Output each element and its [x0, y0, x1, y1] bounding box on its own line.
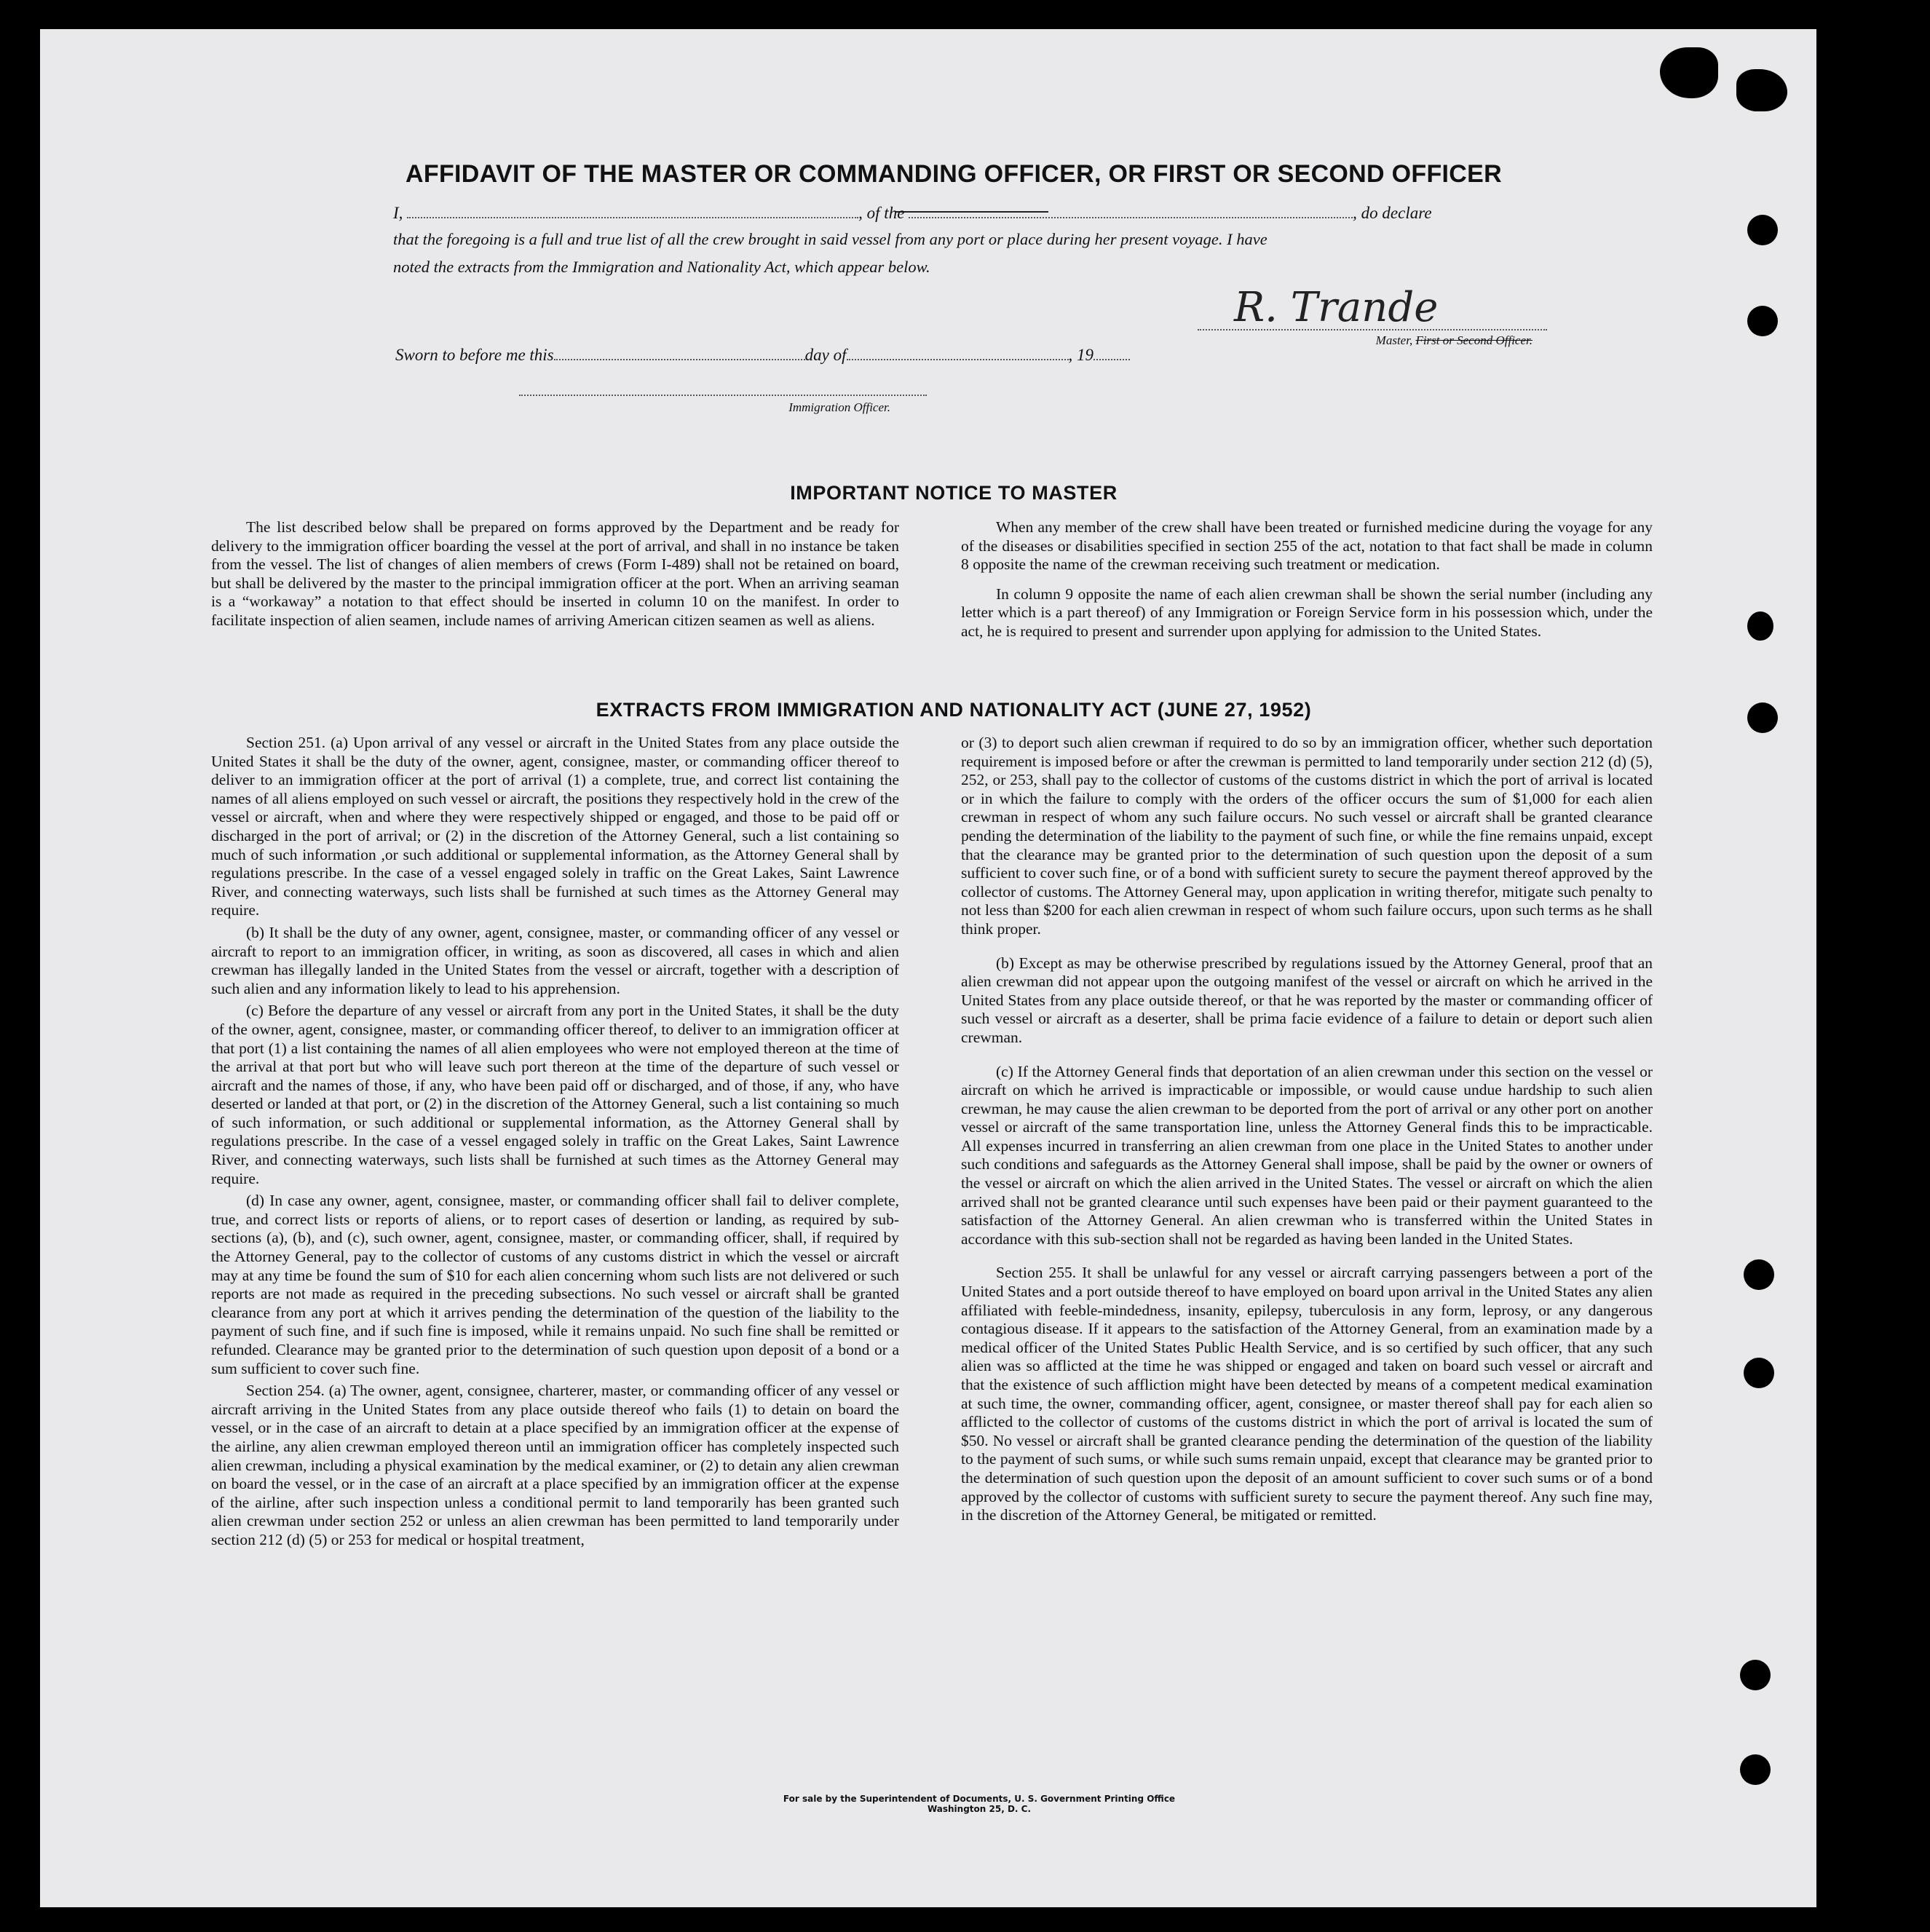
declaration-i: I, — [393, 204, 403, 222]
punch-hole — [1747, 702, 1778, 733]
sworn-month-field[interactable] — [847, 358, 1069, 360]
printing-office-footer — [40, 1794, 1918, 1814]
section-254-a: Section 254. (a) The owner, agent, consignee, charterer, master, or commanding officer of any vessel or aircraft arriving in the United States from any place outside thereof who fails (1) to detain on board the vessel, or in the case of an aircraft to detain at a place specified by an immigration officer at the expense of the airline, any alien crewman employed thereon until an immigration officer has completely inspected such alien crewman, including a physical examination by the medical examiner, or (2) to detain any alien crewman on board the vessel, or in the case of an aircraft at a place specified by an immigration officer at the expense of the airline, after such inspection unless a conditional permit to land temporarily has been granted such alien crewman under section 252 or unless an alien crewman has been permitted to land temporarily under section 212 (d) (5) or 253 for medical or hospital treatment, — [211, 1382, 899, 1548]
punch-hole — [1747, 306, 1778, 336]
notice-right-column — [961, 518, 1653, 645]
punch-hole — [1740, 1660, 1771, 1690]
sworn-year-field[interactable] — [1093, 358, 1130, 360]
section-254-c: (c) If the Attorney General finds that deportation of an alien crewman under this section on the vessel or aircraft on which he arrived is impracticable or impossible, or would cause undue hardship to such alien crewman, he may cause the alien crewman to be deported from the port of arrival or any other port on another vessel or aircraft of the same transportation line, unless the Attorney General finds this to be impracticable. All expenses incurred in transferring an alien crewman from one place in the United States to another under such conditions and safeguards as the Attorney General shall impose, shall be paid by the owner or owners of the vessel or aircraft on which the alien arrived in the United States. The vessel or aircraft on which the alien arrived shall not be granted clearance until such expenses have been paid or their payment guaranteed to the satisfaction of the Attorney General. An alien crewman who is transferred within the United States in accordance with this sub-section shall not be regarded as having been landed in the United States. — [961, 1062, 1653, 1248]
section-251-b: (b) It shall be the duty of any owner, agent, consignee, master, or commanding officer of any vessel or aircraft to report to an immigration officer, in writing, as soon as discovered, all cases in which and alien crewman has illegally landed in the United States from the vessel or aircraft, together with a description of such alien and any information likely to lead to his apprehension. — [211, 923, 899, 997]
vessel-field[interactable] — [909, 216, 1353, 218]
extracts-right-column — [961, 734, 1653, 1529]
notice-left-paragraph: The list described below shall be prepared on forms approved by the Department and be ready for delivery to the immigration officer boarding the vessel at the port of arrival, and shall in no instance be taken from the vessel. The list of changes of alien members of crews (Form I-489) shall not be retained on board, but shall be delivered by the master to the principal immigration officer at the port. When an arriving seaman is a “workaway” a notation to that effect should be inserted in column 10 on the manifest. In order to facilitate inspection of alien seamen, include names of arriving American citizen seamen as well as aliens. — [211, 518, 899, 629]
signer-title: Master, First or Second Officer. — [1375, 333, 1532, 347]
torn-corner-hole — [1736, 69, 1787, 111]
section-254-b: (b) Except as may be otherwise prescribed by regulations issued by the Attorney General, proof that an alien crewman did not appear upon the outgoing manifest of the vessel or aircraft on which he arrived in the United States from any place outside thereof, or that he was reported by the master or commanding officer of such vessel or aircraft as a deserter, shall be prima facie evidence of a failure to detain or deport such alien crewman. — [961, 954, 1653, 1046]
section-251-c: (c) Before the departure of any vessel or aircraft from any port in the United States, it shall be the duty of the owner, agent, consignee, master, or commanding officer thereof, to deliver to an immigration officer at that port (1) a list containing the names of all alien employees who were not employed thereon at the time of the arrival at that port but who will leave such port thereon at the time of the departure of such vessel or aircraft and the names of those, if any, who have been paid off or discharged, and of those, if any, who have deserted or landed at that port, or (2) in the discretion of the Attorney General, such a list containing so much of such information, or such additional or supplemental information, as the Attorney General shall by regulations prescribe. In the case of a vessel engaged solely in traffic on the Great Lakes, Saint Lawrence River, and connecting waterways, such lists shall be furnished at such times as the Attorney General may require. — [211, 1002, 899, 1187]
sworn-line — [395, 346, 1269, 365]
declaration-do-declare: , do declare — [1353, 204, 1432, 222]
extracts-left-column — [211, 734, 899, 1553]
footer-line-2: Washington 25, D. C. — [927, 1804, 1032, 1814]
notice-right-paragraph-2: In column 9 opposite the name of each alien crewman shall be shown the serial number (including any letter which is a part thereof) of any Immigration or Foreign Service form in his possession which, under the act, he is required to present and surrender upon applying for admission to the United States. — [961, 585, 1653, 640]
declaration-block — [393, 204, 1551, 285]
signature-area — [1198, 284, 1547, 348]
affidavit-title: AFFIDAVIT OF THE MASTER OR COMMANDING OFFICER, OR FIRST OR SECOND OFFICER — [406, 160, 1502, 188]
declaration-line-2: that the foregoing is a full and true list of all the crew brought in said vessel from any port or place during her present voyage. I have — [393, 230, 1267, 248]
name-field[interactable] — [407, 216, 858, 218]
sworn-text: Sworn to before me this — [395, 346, 554, 364]
notice-right-paragraph-1: When any member of the crew shall have been treated or furnished medicine during the voyage for any of the diseases or disabilities specified in section 255 of the act, notation to that fact shall be made in column 8 opposite the name of the crewman receiving such treatment or medication. — [961, 518, 1653, 574]
section-255: Section 255. It shall be unlawful for any vessel or aircraft carrying passengers between a port of the United States and a port outside thereof to have employed on board upon arrival in the United States any alien affiliated with feeble-mindedness, insanity, epilepsy, tuberculosis in any form, leprosy, or any dangerous contagious disease. If it appears to the satisfaction of the Attorney General, from an examination made by a medical officer of the United States Public Health Service, and is so certified by such officer, that any such alien was so afflicted at the time he was shipped or engaged and taken on board such vessel or aircraft and that the existence of such affliction might have been detected by means of a competent medical examination at such time, the owner, commanding officer, agent, consignee, or master thereof shall pay for each alien so afflicted to the collector of customs of the customs district in which the port of arrival is located the sum of $50. No vessel or aircraft shall be granted clearance pending the determination of the question of the liability to the payment of such sums, or while such sums remain unpaid, except that clearance may be granted prior to the determination of such question upon the deposit of an amount sufficient to cover such sums or of a bond approved by the collector of customs with sufficient surety to secure the payment thereof. Any such fine may, in the discretion of the Attorney General, be mitigated or remitted. — [961, 1264, 1653, 1524]
punch-hole — [1747, 611, 1773, 641]
torn-corner-hole — [1660, 47, 1718, 98]
officer-signature-area — [519, 393, 927, 415]
extracts-heading: EXTRACTS FROM IMMIGRATION AND NATIONALITY ACT (JUNE 27, 1952) — [596, 699, 1312, 721]
year-text: , 19 — [1068, 346, 1093, 364]
notice-left-column — [211, 518, 899, 634]
notice-heading: IMPORTANT NOTICE TO MASTER — [790, 482, 1118, 504]
punch-hole — [1740, 1754, 1771, 1785]
form-page — [40, 29, 1816, 1907]
punch-hole — [1744, 1259, 1774, 1290]
section-251-d: (d) In case any owner, agent, consignee, master, or commanding officer shall fail to deliver complete, true, and correct lists or reports of aliens, or to report cases of desertion or landing, as required by sub-sections (a), (b), and (c), such owner, agent, consignee, master, or commanding officer, shall, if required by the Attorney General, pay to the collector of customs of any customs district in which the vessel or aircraft may at any time be found the sum of $10 for each alien concerning whom such lists are not delivered or such reports are not made as required in the preceding subsections. No such vessel or aircraft shall be granted clearance from any port at which it arrives pending the determination of the question of the liability to the payment of such fine, and if such fine is imposed, while it remains unpaid. No such fine shall be remitted or refunded. Clearance may be granted prior to the determination of such question upon deposit of a bond or a sum sufficient to cover such fine. — [211, 1192, 899, 1377]
master-signature: R. Trande — [1234, 284, 1439, 331]
section-254-a-continued: or (3) to deport such alien crewman if required to do so by an immigration officer, whether such deportation requirement is imposed before or after the crewman is permitted to land temporarily under section 212 (d) (5), 252, or 253, shall pay to the collector of customs of the customs district in which the port of arrival is located or in which the failure to comply with the orders of the officer occurs the sum of $1,000 for each alien crewman in respect of whom any such failure occurs. No such vessel or aircraft shall be granted clearance pending the determination of the liability to the payment of such fine, or while the fine remains unpaid, except that the clearance may be granted prior to the determination of such question upon the deposit of a sum sufficient to cover such fine, or of a bond with sufficient surety to secure the payment thereof approved by the collector of customs. The Attorney General may, upon application in writing therefor, mitigate such penalty to not less than $200 for each alien crewman in respect of whom such failure occurs, upon such terms as he shall think proper. — [961, 734, 1653, 938]
punch-hole — [1747, 215, 1778, 245]
day-of-text: day of — [804, 346, 847, 364]
sworn-day-field[interactable] — [554, 358, 805, 360]
footer-line-1: For sale by the Superintendent of Documents, U. S. Government Printing Office — [783, 1794, 1176, 1804]
declaration-line-3: noted the extracts from the Immigration and Nationality Act, which appear below. — [393, 258, 930, 276]
punch-hole — [1744, 1358, 1774, 1388]
section-251-a: Section 251. (a) Upon arrival of any vessel or aircraft in the United States from any place outside the United States it shall be the duty of the owner, agent, consignee, master, or commanding officer thereof to deliver to an immigration officer at the port of arrival (1) a complete, true, and correct list containing the names of all aliens employed on such vessel or aircraft, the positions they respectively hold in the crew of the vessel or aircraft, when and where they were respectively shipped or engaged, and those to be paid off or discharged in the port of arrival; or (2) in the discretion of the Attorney General, such a list containing so much of such information ,or such additional or supplemental information, as the Attorney General shall by regulations prescribe. In the case of a vessel engaged solely in traffic on the Great Lakes, Saint Lawrence River, and connecting waterways, such lists shall be furnished at such times as the Attorney General may require. — [211, 734, 899, 919]
officer-label: Immigration Officer. — [788, 400, 890, 414]
officer-signature-line[interactable] — [519, 393, 927, 396]
declaration-of-the: , of the — [858, 204, 905, 222]
